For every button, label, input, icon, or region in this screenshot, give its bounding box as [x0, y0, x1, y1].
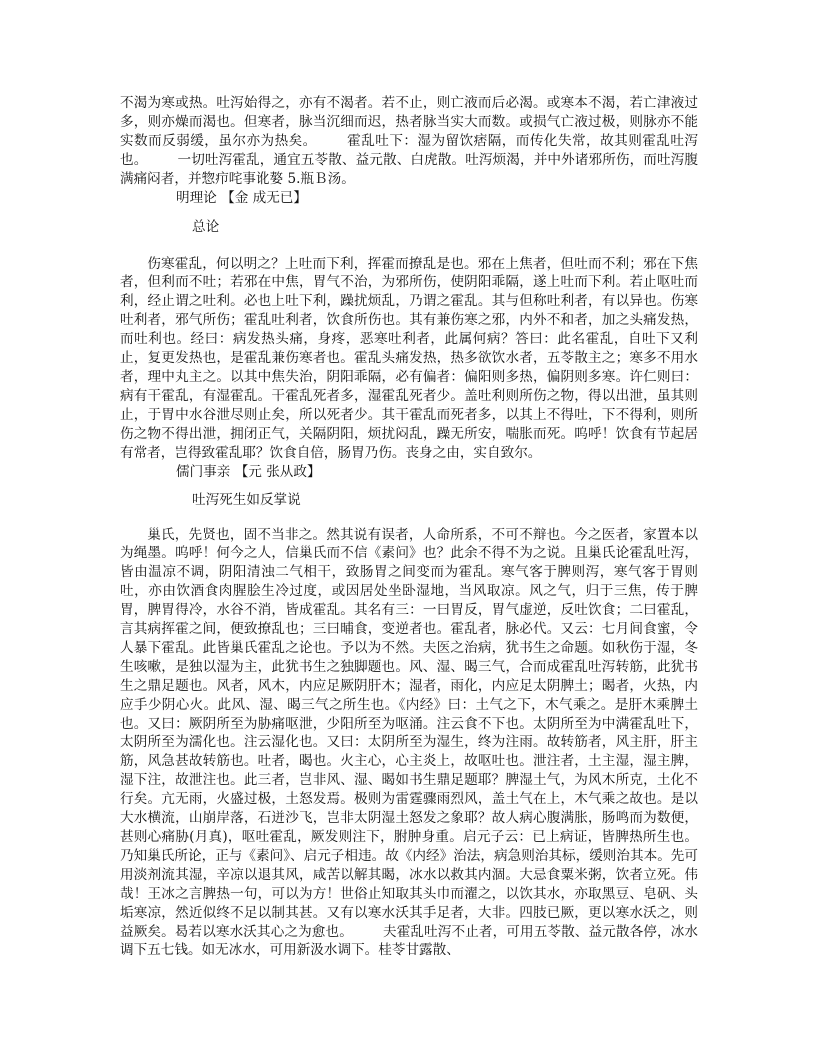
spacer	[120, 208, 698, 218]
paragraph-1-sentence-2: 霍乱吐下：湿为留饮痞隔，而传化失常，故其则霍乱吐泻也。	[120, 132, 698, 168]
source-byline-1: 明理论 【金 成无已】	[176, 189, 307, 206]
section-heading-2: 吐泻死生如反掌说	[192, 491, 301, 508]
paragraph-1-sentence-3: 一切吐泻霍乱，通宜五苓散、益元散、白虎散。吐泻烦渴，并中外诸邪所伤，而吐泻腹满痛闷者，并惣疖咤事讹嫯 5.瓶Ｂ汤。	[120, 151, 699, 187]
paragraph-3-sentence-2: 夫霍乱吐泻不止者，可用五苓散、益元散各停，冰水调下五七钱。如无冰水，可用新汲水调下。桂苓甘露散、	[120, 923, 699, 959]
paragraph-3-sentence-1: 巢氏，先贤也，固不当非之。然其说有误者，人命所系，不可不辩也。今之医者，家置本以为绳墨。呜呼！何今之人，信巢氏而不信《素问》也？此余不得不为之说。且巢氏论霍乱吐泻，皆由温凉不调，阴阳清浊二气相干，致肠胃之间变而为霍乱。寒气客于脾则泻，寒气客于胃则吐，亦由饮酒食肉腥脍生冷过度，或因居处坐卧湿地，当风取凉。风之气，归于三焦，传于脾胃，脾胃得冷，水谷不消，皆成霍乱。其名有三：一曰胃反，胃气虚逆，反吐饮食；二曰霍乱，言其病挥霍之间，便致撩乱也；三曰晡食，变逆者也。霍乱者，脉必代。又云：七月间食蜜，令人暴下霍乱。此皆巢氏霍乱之论也。予以为不然。夫医之治病，犹书生之命题。如秋伤于湿，冬生咳嗽，是独以湿为主，此犹书生之独脚题也。风、湿、暍三气，合而成霍乱吐泻转筋，此犹书生之鼎足题也。风者，风木，内应足厥阴肝木；湿者，雨化，内应足太阴脾土；暍者，火热，内应手少阴心火。此风、湿、暍三气之所生也。《内经》曰：土气之下，木气乘之。是肝木乘脾土也。又曰：厥阴所至为胁痛呕泄，少阳所至为呕涌。注云食不下也。太阴所至为中满霍乱吐下，太阴所至为濡化也。注云湿化也。又曰：太阴所至为湿生，终为注雨。故转筋者，风主肝，肝主筋，风急甚故转筋也。吐者，暍也。火主心，心主炎上，故呕吐也。泄注者，土主湿，湿主脾，湿下注，故泄注也。此三者，岂非风、湿、暍如书生鼎足题耶？脾湿土气，为风木所克，土化不行矣。亢无雨，火盛过极，土怒发焉。极则为雷霆骤雨烈风，盖土气在上，木气乘之故也。是以大水横流，山崩岸落，石迸沙飞，岂非太阴湿土怒发之象耶？故人病心腹满胀，肠鸣而为数便，甚则心痛胁(月真)，呕吐霍乱，厥发则注下，胕肿身重。启元子云：已上病证，皆脾热所生也。乃知巢氏所论，正与《素问》、启元子相违。故《内经》治法，病急则治其标，缓则治其本。先可用淡剂流其湿，辛凉以退其风，咸苦以解其暍，冰水以救其内涸。大忌食粟米粥，饮者立死。伟哉！王冰之言脾热一句，可以为方！世俗止知取其头巾而濯之，以饮其水，亦取黑豆、皂矾、头垢寒凉，然近似终不足以制其甚。又有以寒水沃其手足者，大非。四肢已厥，更以寒水沃之，则益厥矣。曷若以寒水沃其心之为愈也。	[120, 526, 698, 940]
section-heading-1: 总论	[192, 218, 220, 235]
document-page	[120, 94, 698, 960]
paragraph-1	[120, 94, 698, 189]
spacer	[120, 237, 698, 255]
paragraph-1-sentence-1: 不渴为寒或热。吐泻始得之，亦有不渴者。若不止，则亡液而后必渴。或寒本不渴，若亡津液过多，则亦燥而渴也。但寒者，脉当沉细而迟，热者脉当实大而数。或损气亡液过极，则脉亦不能实数而反弱缓，虽尔亦为热矣。	[120, 95, 698, 149]
paragraph-2: 伤寒霍乱，何以明之？上吐而下利，挥霍而撩乱是也。邪在上焦者，但吐而不利；邪在下焦者，但利而不吐；若邪在中焦，胃气不治，为邪所伤，使阴阳乖隔，遂上吐而下利。若止呕吐而利，经止谓之吐利。必也上吐下利，躁扰烦乱，乃谓之霍乱。其与但称吐利者，有以异也。伤寒吐利者，邪气所伤；霍乱吐利者，饮食所伤也。其有兼伤寒之邪，内外不和者，加之头痛发热，而吐利也。经曰：病发热头痛，身疼，恶寒吐利者，此属何病？答曰：此名霍乱，自吐下又利止，复更发热也，是霍乱兼伤寒者也。霍乱头痛发热，热多欲饮水者，五苓散主之；寒多不用水者，理中丸主之。以其中焦失治，阴阳乖隔，必有偏者：偏阳则多热，偏阴则多寒。许仁则曰：病有干霍乱，有湿霍乱。干霍乱死者多，湿霍乱死者少。盖吐利则所伤之物，得以出泄，虽其则止，于胃中水谷泄尽则止矣，所以死者少。其干霍乱而死者多，以其上不得吐，下不得利，则所伤之物不得出泄，拥闭正气，关隔阴阳，烦扰闷乱，躁无所安，喘胀而死。呜呼！饮食有节起居有常者，岂得致霍乱耶？饮食自倍，肠胃乃伤。丧身之由，实自致尔。	[120, 255, 698, 461]
paragraph-3	[120, 526, 698, 961]
spacer	[120, 510, 698, 526]
spacer	[120, 482, 698, 491]
source-byline-2: 儒门事亲 【元 张从政】	[176, 463, 321, 480]
